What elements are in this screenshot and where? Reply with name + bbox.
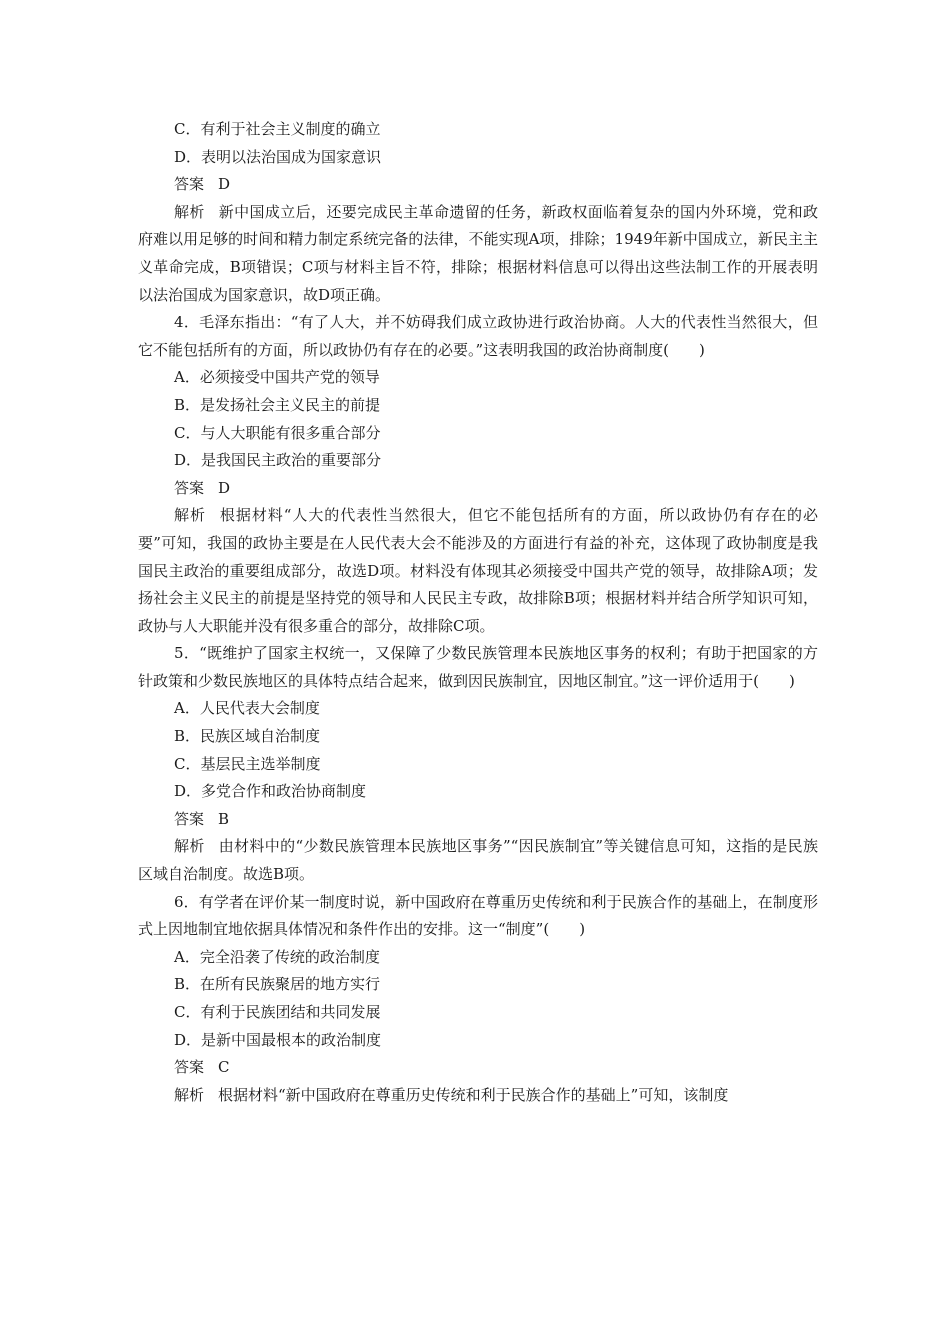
- question-6: [138, 889, 818, 1110]
- option-d: D．表明以法治国成为国家意识: [174, 147, 382, 166]
- analysis-paragraph: [138, 199, 818, 309]
- option-a: A．完全沿袭了传统的政治制度: [174, 947, 380, 966]
- question-stem: 4．毛泽东指出：“有了人大，并不妨碍我们成立政协进行政治协商。人大的代表性当然很大，但它不能包括所有的方面，所以政协仍有存在的必要。”这表明我国的政治协商制度( ): [138, 313, 818, 359]
- analysis-label: 解析: [174, 1085, 205, 1104]
- analysis-label: 解析: [174, 837, 205, 856]
- option-a: A．人民代表大会制度: [174, 699, 320, 718]
- answer-value: C: [218, 1058, 230, 1077]
- question-5: [138, 640, 818, 888]
- answer-line: [138, 1054, 818, 1082]
- analysis-text: 由材料中的“少数民族管理本民族地区事务”“因民族制宜”等关键信息可知，这指的是民族区域自治制度。故选B项。: [138, 837, 818, 884]
- analysis-text: 根据材料“新中国政府在尊重历史传统和利于民族合作的基础上”可知，该制度: [218, 1085, 729, 1104]
- option-c: C．有利于民族团结和共同发展: [174, 1003, 381, 1021]
- analysis-label: 解析: [174, 506, 206, 525]
- option-b: B．民族区域自治制度: [174, 727, 321, 746]
- answer-label: 答案: [174, 1058, 205, 1077]
- answer-label: 答案: [174, 175, 205, 194]
- option-a: A．必须接受中国共产党的领导: [174, 368, 380, 387]
- document-page: [138, 116, 818, 1109]
- analysis-paragraph: [138, 833, 818, 888]
- analysis-text: 新中国成立后，还要完成民主革命遗留的任务，新政权面临着复杂的国内外环境，党和政府难以用足够的时间和精力制定系统完备的法律，不能实现A项，排除；1949年新中国成立，新民主主义革命完成，B项错误；C项与材料主旨不符，排除；根据材料信息可以得出这些法制工作的开展表明以法治国成为国家意识，故D项正确。: [138, 202, 818, 304]
- question-4: [138, 309, 818, 640]
- question-stem: 5．“既维护了国家主权统一，又保障了少数民族管理本民族地区事务的权利；有助于把国家的方针政策和少数民族地区的具体特点结合起来，做到因民族制宜，因地区制宜。”这一评价适用于( ): [138, 644, 818, 690]
- answer-label: 答案: [174, 809, 205, 828]
- option-d: D．是我国民主政治的重要部分: [174, 451, 382, 470]
- question-3: [138, 116, 818, 309]
- analysis-label: 解析: [174, 202, 205, 221]
- answer-label: 答案: [174, 478, 205, 497]
- option-d: D．是新中国最根本的政治制度: [174, 1030, 382, 1049]
- option-b: B．在所有民族聚居的地方实行: [174, 975, 381, 994]
- answer-line: [138, 806, 818, 834]
- analysis-paragraph: [138, 502, 818, 640]
- answer-line: [138, 171, 818, 199]
- option-c: C．基层民主选举制度: [174, 754, 321, 773]
- answer-value: D: [218, 175, 231, 194]
- answer-value: B: [218, 809, 230, 828]
- option-c: C．有利于社会主义制度的确立: [174, 120, 381, 138]
- answer-line: [138, 475, 818, 503]
- option-c: C．与人大职能有很多重合部分: [174, 423, 381, 442]
- question-stem: 6．有学者在评价某一制度时说，新中国政府在尊重历史传统和利于民族合作的基础上，在制度形式上因地制宜地依据具体情况和条件作出的安排。这一“制度”( ): [138, 892, 818, 939]
- analysis-paragraph: [138, 1082, 818, 1110]
- option-b: B．是发扬社会主义民主的前提: [174, 395, 381, 414]
- analysis-text: 根据材料“人大的代表性当然很大，但它不能包括所有的方面，所以政协仍有存在的必要”可知，我国的政协主要是在人民代表大会不能涉及的方面进行有益的补充，这体现了政协制度是我国民主政治的重要组成部分，故选D项。材料没有体现其必须接受中国共产党的领导，故排除A项；发扬社会主义民主的前提是坚持党的领导和人民民主专政，故排除B项；根据材料并结合所学知识可知，政协与人大职能并没有很多重合的部分，故排除C项。: [138, 506, 818, 635]
- answer-value: D: [218, 478, 231, 497]
- option-d: D．多党合作和政治协商制度: [174, 782, 367, 801]
